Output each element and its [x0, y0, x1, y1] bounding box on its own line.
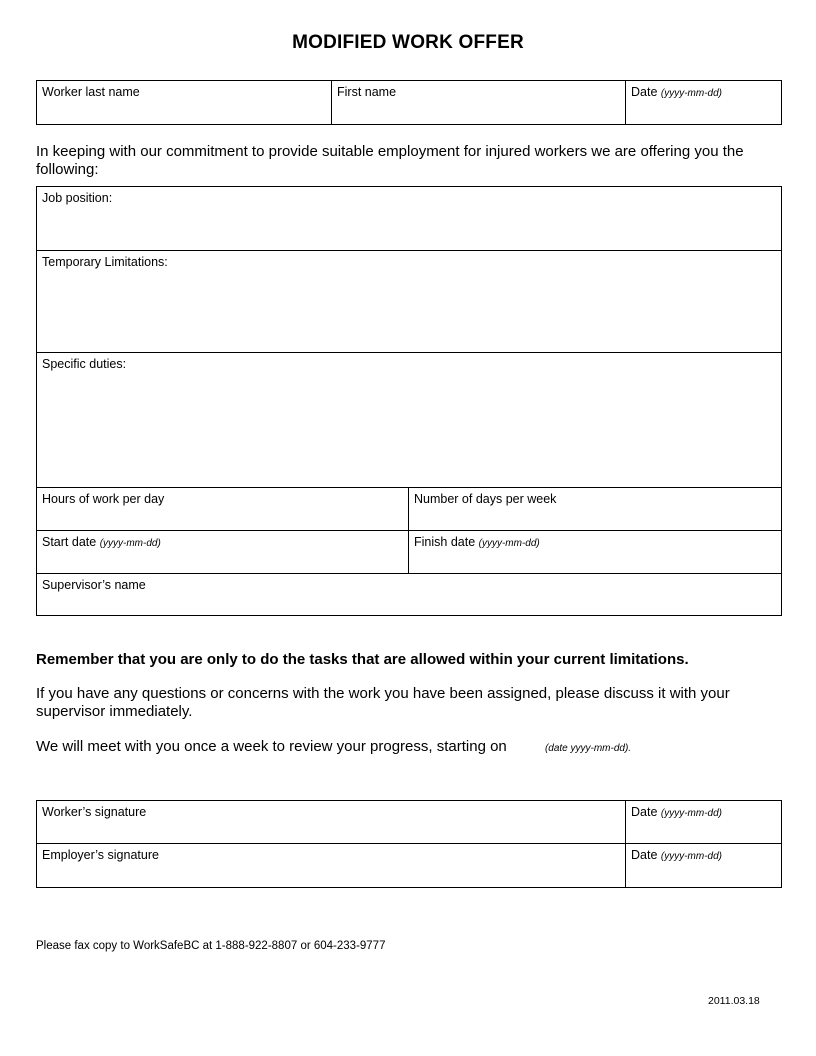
employer-signature-date-label: Date: [631, 848, 658, 862]
version-code: 2011.03.18: [708, 995, 760, 1007]
remember-notice: Remember that you are only to do the tasks that are allowed within your current limitations.: [36, 651, 689, 668]
employer-signature-field[interactable]: [37, 844, 626, 888]
specific-duties-label: Specific duties:: [42, 357, 127, 371]
offer-table: [36, 186, 782, 616]
temporary-limitations-field[interactable]: [37, 251, 782, 353]
specific-duties-field[interactable]: [37, 353, 782, 488]
worker-signature-date-field[interactable]: [626, 801, 782, 844]
employer-signature-date-field[interactable]: [626, 844, 782, 888]
start-date-label: Start date: [42, 535, 97, 549]
employer-signature-date-format-hint: (yyyy-mm-dd): [660, 851, 722, 862]
supervisor-name-field[interactable]: [37, 574, 782, 616]
worker-last-name-label: Worker last name: [42, 85, 140, 99]
finish-date-format-hint: (yyyy-mm-dd): [478, 538, 540, 549]
days-per-week-field[interactable]: [409, 488, 782, 531]
page-title: MODIFIED WORK OFFER: [292, 32, 524, 53]
finish-date-field[interactable]: [409, 531, 782, 574]
start-date-format-hint: (yyyy-mm-dd): [99, 538, 161, 549]
intro-text: In keeping with our commitment to provide suitable employment for injured workers we are offering you the following:: [36, 143, 744, 178]
worker-signature-label: Worker’s signature: [42, 805, 147, 819]
worker-last-name-field[interactable]: [37, 81, 332, 125]
signature-table: [36, 800, 782, 888]
fax-note: Please fax copy to WorkSafeBC at 1-888-922-8807 or 604-233-9777: [36, 940, 386, 952]
supervisor-name-label: Supervisor’s name: [42, 578, 146, 592]
date-field[interactable]: [626, 81, 782, 125]
date-format-hint: (yyyy-mm-dd): [660, 88, 722, 99]
worker-signature-date-label: Date: [631, 805, 658, 819]
questions-text: If you have any questions or concerns with the work you have been assigned, please discuss it with your supervisor immediately.: [36, 685, 730, 720]
hours-per-day-label: Hours of work per day: [42, 492, 165, 506]
employer-signature-label: Employer’s signature: [42, 848, 159, 862]
meet-date-format-hint: (date yyyy-mm-dd).: [544, 743, 632, 754]
start-date-field[interactable]: [37, 531, 409, 574]
meet-sentence: We will meet with you once a week to review your progress, starting on: [36, 738, 507, 755]
worker-signature-date-format-hint: (yyyy-mm-dd): [660, 808, 722, 819]
worker-info-table: [36, 80, 782, 125]
first-name-field[interactable]: [332, 81, 626, 125]
worker-signature-field[interactable]: [37, 801, 626, 844]
days-per-week-label: Number of days per week: [414, 492, 557, 506]
meet-text: [36, 738, 781, 758]
temporary-limitations-label: Temporary Limitations:: [42, 255, 168, 269]
finish-date-label: Finish date: [414, 535, 476, 549]
hours-per-day-field[interactable]: [37, 488, 409, 531]
job-position-field[interactable]: [37, 187, 782, 251]
job-position-label: Job position:: [42, 191, 113, 205]
date-label: Date: [631, 85, 658, 99]
first-name-label: First name: [337, 85, 397, 99]
